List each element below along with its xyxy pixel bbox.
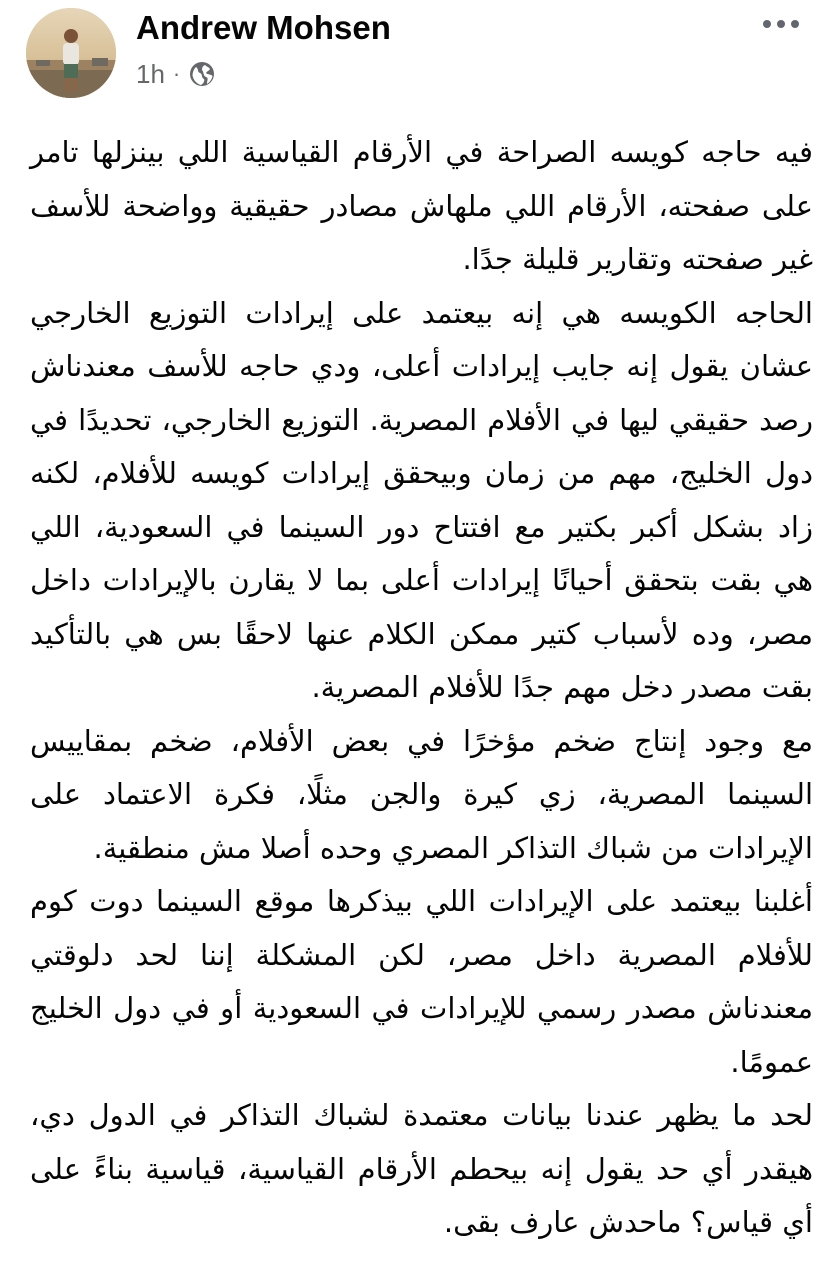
post-paragraph: أغلبنا بيعتمد على الإيرادات اللي بيذكرها موقع السينما دوت كوم للأفلام المصرية داخل مصر، لكن المشكلة إننا لحد دلوقتي معندناش مصدر رسمي للإيرادات في السعودية أو في دول الخليج عمومًا. xyxy=(30,884,813,1079)
meta-separator: · xyxy=(172,61,181,86)
author-name[interactable]: Andrew Mohsen xyxy=(136,9,391,46)
post-paragraph: مع وجود إنتاج ضخم مؤخرًا في بعض الأفلام، ضخم بمقاييس السينما المصرية، زي كيرة والجن مثلًا، فكرة الاعتماد على الإيرادات من شباك التذاكر المصري وحده أصلا مش منطقية. xyxy=(30,723,813,865)
more-options-button[interactable] xyxy=(755,10,807,38)
post-meta xyxy=(136,56,216,92)
more-horizontal-icon xyxy=(763,20,771,28)
avatar[interactable] xyxy=(26,8,116,98)
post-timestamp[interactable]: 1h xyxy=(136,58,165,89)
globe-icon[interactable] xyxy=(188,60,216,88)
post-paragraph: الحاجه الكويسه هي إنه بيعتمد على إيرادات التوزيع الخارجي عشان يقول إنه جايب إيرادات أعلى، ودي حاجه للأسف معندناش رصد حقيقي ليها في الأفلام المصرية. التوزيع الخارجي، تحديدًا في دول الخليج، مهم من زمان وبيحقق إيرادات كويسه للأفلام، لكنه زاد بشكل أكبر بكتير مع افتتاح دور السينما في السعودية، اللي هي بقت بتحقق أحيانًا إيرادات أعلى بما لا يقارن بالإيرادات داخل مصر، وده لأسباب كتير ممكن الكلام عنها لاحقًا بس هي بالتأكيد بقت مصدر دخل مهم جدًا للأفلام المصرية. xyxy=(30,295,813,704)
more-horizontal-icon xyxy=(777,20,785,28)
post-paragraph: فيه حاجه كويسه الصراحة في الأرقام القياسية اللي بينزلها تامر على صفحته، الأرقام اللي ملهاش مصادر حقيقية وواضحة للأسف غير صفحته وتقارير قليلة جدًا. xyxy=(30,135,813,276)
post-paragraph: لحد ما يظهر عندنا بيانات معتمدة لشباك التذاكر في الدول دي، هيقدر أي حد يقول إنه بيحطم الأرقام القياسية، قياسية بناءً على أي قياس؟ ماحدش عارف بقى. xyxy=(30,1098,813,1239)
more-horizontal-icon xyxy=(791,20,799,28)
avatar-photo xyxy=(26,8,116,98)
post-text xyxy=(30,126,813,1250)
post-header xyxy=(0,0,833,110)
